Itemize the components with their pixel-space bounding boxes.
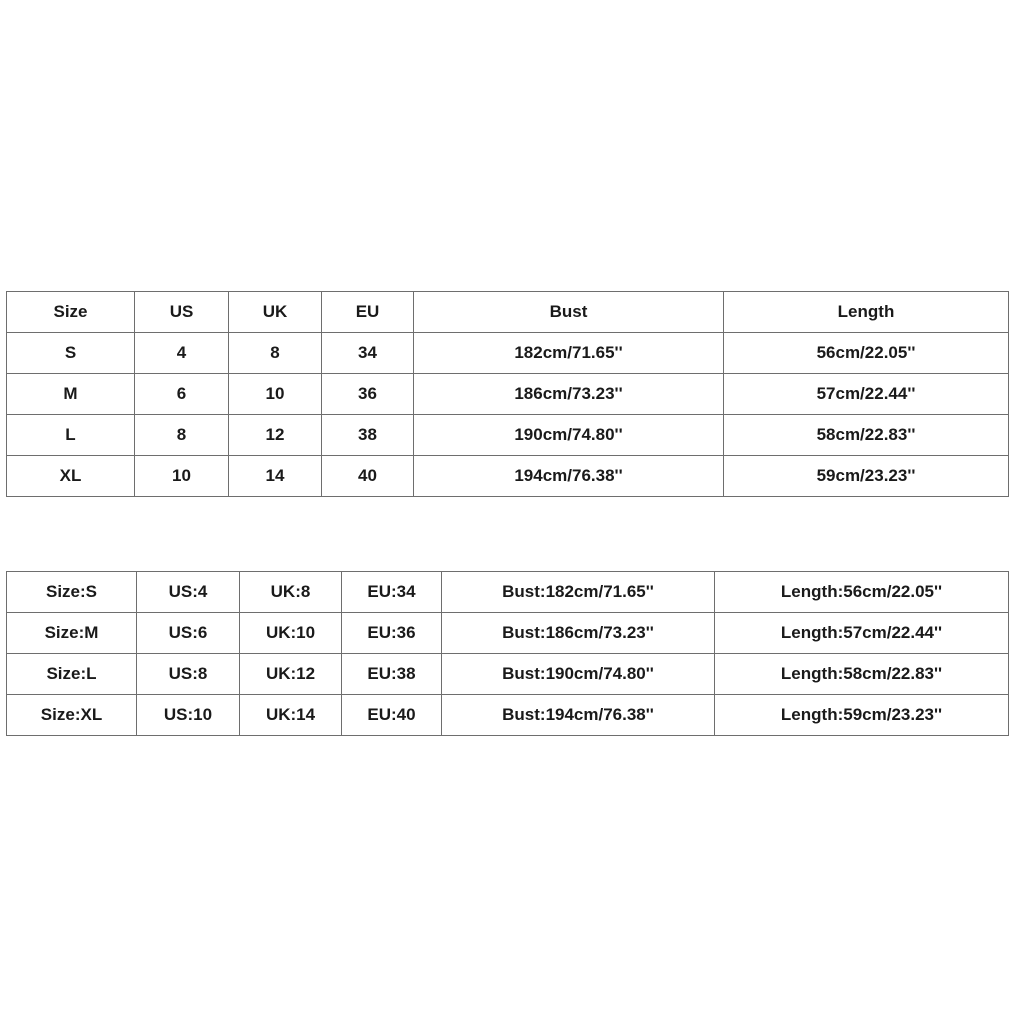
size-cell: Size:XL [7,695,137,736]
bust-cell: Bust:194cm/76.38'' [442,695,715,736]
bust-cell: Bust:186cm/73.23'' [442,613,715,654]
size-cell: Size:L [7,654,137,695]
table-row [7,374,1009,415]
us-cell: 4 [135,333,229,374]
table-row [7,695,1009,736]
length-cell: Length:59cm/23.23'' [715,695,1009,736]
us-cell: 6 [135,374,229,415]
uk-cell: 12 [229,415,322,456]
size-cell: Size:M [7,613,137,654]
eu-cell: EU:34 [342,572,442,613]
table-row [7,572,1009,613]
size-chart-table [6,291,1009,497]
bust-cell: 194cm/76.38'' [414,456,724,497]
eu-cell: 34 [322,333,414,374]
uk-cell: 14 [229,456,322,497]
uk-cell: UK:10 [240,613,342,654]
eu-cell: 40 [322,456,414,497]
table-row [7,415,1009,456]
uk-cell: UK:8 [240,572,342,613]
uk-cell: UK:12 [240,654,342,695]
us-cell: US:10 [137,695,240,736]
us-cell: US:4 [137,572,240,613]
table-row [7,613,1009,654]
length-cell: Length:57cm/22.44'' [715,613,1009,654]
size-cell: M [7,374,135,415]
eu-cell: EU:40 [342,695,442,736]
eu-cell: EU:38 [342,654,442,695]
header-cell-length: Length [724,292,1009,333]
length-cell: 58cm/22.83'' [724,415,1009,456]
bust-cell: 190cm/74.80'' [414,415,724,456]
table-header-row [7,292,1009,333]
length-cell: 57cm/22.44'' [724,374,1009,415]
eu-cell: 36 [322,374,414,415]
eu-cell: 38 [322,415,414,456]
length-cell: Length:58cm/22.83'' [715,654,1009,695]
table-row [7,333,1009,374]
size-summary-table [6,571,1009,736]
header-cell-eu: EU [322,292,414,333]
us-cell: 8 [135,415,229,456]
us-cell: 10 [135,456,229,497]
header-cell-uk: UK [229,292,322,333]
table-row [7,456,1009,497]
size-cell: S [7,333,135,374]
uk-cell: 10 [229,374,322,415]
length-cell: Length:56cm/22.05'' [715,572,1009,613]
table-row [7,654,1009,695]
header-cell-size: Size [7,292,135,333]
size-cell: Size:S [7,572,137,613]
uk-cell: 8 [229,333,322,374]
bust-cell: 182cm/71.65'' [414,333,724,374]
length-cell: 59cm/23.23'' [724,456,1009,497]
bust-cell: 186cm/73.23'' [414,374,724,415]
bust-cell: Bust:190cm/74.80'' [442,654,715,695]
size-cell: XL [7,456,135,497]
us-cell: US:6 [137,613,240,654]
bust-cell: Bust:182cm/71.65'' [442,572,715,613]
length-cell: 56cm/22.05'' [724,333,1009,374]
header-cell-bust: Bust [414,292,724,333]
uk-cell: UK:14 [240,695,342,736]
size-cell: L [7,415,135,456]
eu-cell: EU:36 [342,613,442,654]
us-cell: US:8 [137,654,240,695]
header-cell-us: US [135,292,229,333]
